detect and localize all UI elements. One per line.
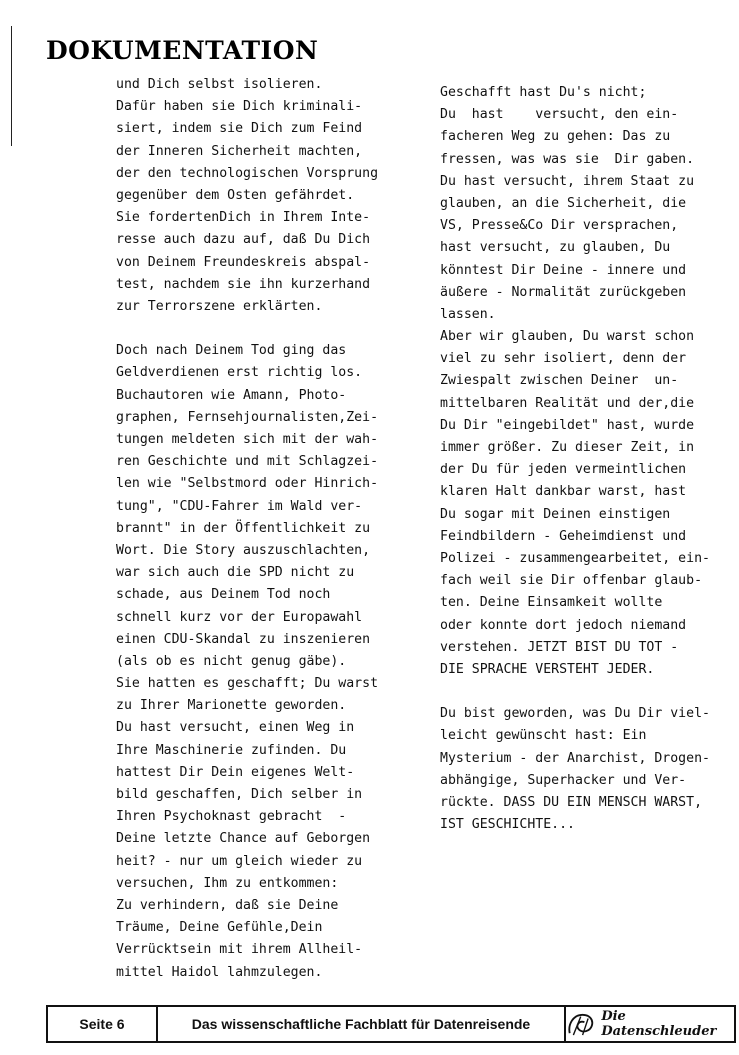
right-text-line: facheren Weg zu gehen: Das zu	[440, 129, 671, 145]
left-text-line: Du hast versucht, einen Weg in	[116, 720, 355, 736]
right-text-line: Du hast versucht, den ein-	[440, 107, 679, 123]
left-text-line: (als ob es nicht genug gäbe).	[116, 653, 347, 669]
left-text-line: brannt" in der Öffentlichkeit zu	[116, 520, 371, 536]
left-text-line: Wort. Die Story auszuschlachten,	[116, 542, 371, 558]
left-text-line: resse auch dazu auf, daß Du Dich	[116, 232, 371, 248]
magazine-tagline: Das wissenschaftliche Fachblatt für Datenreisende	[158, 1007, 566, 1041]
right-text-line: abhängige, Superhacker und Ver-	[440, 772, 687, 788]
left-text-line: test, nachdem sie ihn kurzerhand	[116, 276, 371, 292]
left-text-line: war sich auch die SPD nicht zu	[116, 565, 355, 581]
left-text-line: siert, indem sie Dich zum Feind	[116, 121, 363, 137]
right-text-line: IST GESCHICHTE...	[440, 817, 575, 833]
right-text-line: Du Dir "eingebildet" hast, wurde	[440, 417, 695, 433]
right-text-line: DIE SPRACHE VERSTEHT JEDER.	[440, 661, 655, 677]
right-text-line: verstehen. JETZT BIST DU TOT -	[440, 639, 679, 655]
right-text-line: ten. Deine Einsamkeit wollte	[440, 595, 663, 611]
left-text-line: und Dich selbst isolieren.	[116, 77, 323, 92]
left-text-line: Sie hatten es geschafft; Du warst	[116, 676, 379, 692]
left-text-line: Ihre Maschinerie zufinden. Du	[116, 742, 347, 758]
page-footer	[46, 1005, 736, 1043]
left-text-line: gegenüber dem Osten gefährdet.	[116, 187, 355, 203]
right-text-line: Geschafft hast Du's nicht;	[440, 85, 647, 100]
brand-name: Die Datenschleuder	[601, 1009, 717, 1039]
left-text-line: schnell kurz vor der Europawahl	[116, 609, 363, 625]
left-text-line: der den technologischen Vorsprung	[116, 165, 379, 181]
left-text-line: Dafür haben sie Dich kriminali-	[116, 99, 363, 115]
left-text-line: tung", "CDU-Fahrer im Wald ver-	[116, 498, 363, 514]
left-text-line: hattest Dir Dein eigenes Welt-	[116, 764, 355, 780]
right-text-line: Du bist geworden, was Du Dir viel-	[440, 706, 710, 722]
left-text-line: zu Ihrer Marionette geworden.	[116, 698, 347, 714]
right-text-line: hast versucht, zu glauben, Du	[440, 240, 671, 256]
right-text-line: klaren Halt dankbar warst, hast	[440, 484, 687, 500]
right-text-line: viel zu sehr isoliert, denn der	[440, 351, 687, 367]
right-text-line: äußere - Normalität zurückgeben	[440, 284, 687, 300]
margin-rule	[11, 26, 12, 146]
left-text-line: bild geschaffen, Dich selber in	[116, 787, 363, 802]
page-number: Seite 6	[48, 1007, 158, 1041]
right-text-line: der Du für jeden vermeintlichen	[440, 462, 687, 478]
left-text-line: Träume, Deine Gefühle,Dein	[116, 920, 323, 936]
paragraph-gap	[440, 681, 739, 703]
left-text-line: der Inneren Sicherheit machten,	[116, 143, 363, 159]
right-text-line: VS, Presse&Co Dir versprachen,	[440, 218, 679, 234]
brand-logo	[566, 1007, 734, 1041]
right-text-line: Zwiespalt zwischen Deiner un-	[440, 373, 679, 389]
left-text-line: Geldverdienen erst richtig los.	[116, 365, 363, 381]
left-text-line: Doch nach Deinem Tod ging das	[116, 343, 347, 359]
chaos-knot-icon	[566, 1010, 597, 1038]
right-text-line: immer größer. Zu dieser Zeit, in	[440, 440, 695, 455]
right-text-line: lassen.	[440, 306, 496, 322]
right-text-line: mittelbaren Realität und der,die	[440, 395, 695, 411]
right-text-line: fach weil sie Dir offenbar glaub-	[440, 573, 703, 589]
left-text-line: ren Geschichte und mit Schlagzei-	[116, 454, 379, 470]
left-text-line: len wie "Selbstmord oder Hinrich-	[116, 476, 379, 492]
right-text-line: Du sogar mit Deinen einstigen	[440, 506, 671, 522]
left-text-column	[116, 74, 416, 984]
left-text-line: mittel Haidol lahmzulegen.	[116, 964, 323, 980]
right-text-line: Polizei - zusammengearbeitet, ein-	[440, 550, 710, 566]
right-text-column	[440, 82, 739, 836]
left-text-line: Deine letzte Chance auf Geborgen	[116, 831, 371, 847]
right-text-line: rückte. DASS DU EIN MENSCH WARST,	[440, 795, 703, 810]
left-text-line: Verrücktsein mit ihrem Allheil-	[116, 942, 363, 958]
right-text-line: Du hast versucht, ihrem Staat zu	[440, 173, 695, 189]
left-text-line: Sie fordertenDich in Ihrem Inte-	[116, 210, 371, 226]
right-text-line: glauben, an die Sicherheit, die	[440, 195, 687, 211]
left-text-line: heit? - nur um gleich wieder zu	[116, 853, 363, 869]
right-text-line: oder konnte dort jedoch niemand	[440, 617, 687, 633]
right-text-line: Aber wir glauben, Du warst schon	[440, 329, 695, 345]
left-text-line: versuchen, Ihm zu entkommen:	[116, 875, 339, 891]
right-text-line: Feindbildern - Geheimdienst und	[440, 528, 687, 544]
left-text-line: einen CDU-Skandal zu inszenieren	[116, 631, 371, 647]
right-text-line: könntest Dir Deine - innere und	[440, 262, 687, 278]
paragraph-gap	[116, 318, 416, 340]
left-text-line: zur Terrorszene erklärten.	[116, 298, 323, 314]
left-text-line: tungen meldeten sich mit der wah-	[116, 432, 379, 447]
right-text-line: leicht gewünscht hast: Ein	[440, 728, 647, 744]
right-text-line: fressen, was was sie Dir gaben.	[440, 151, 695, 167]
right-text-line: Mysterium - der Anarchist, Drogen-	[440, 750, 710, 766]
left-text-line: von Deinem Freundeskreis abspal-	[116, 254, 371, 270]
left-text-line: graphen, Fernsehjournalisten,Zei-	[116, 409, 379, 425]
left-text-line: Zu verhindern, daß sie Deine	[116, 897, 339, 913]
left-text-line: Ihren Psychoknast gebracht -	[116, 809, 347, 825]
section-title: DOKUMENTATION	[46, 36, 319, 65]
left-text-line: Buchautoren wie Amann, Photo-	[116, 387, 347, 403]
left-text-line: schade, aus Deinem Tod noch	[116, 587, 331, 603]
